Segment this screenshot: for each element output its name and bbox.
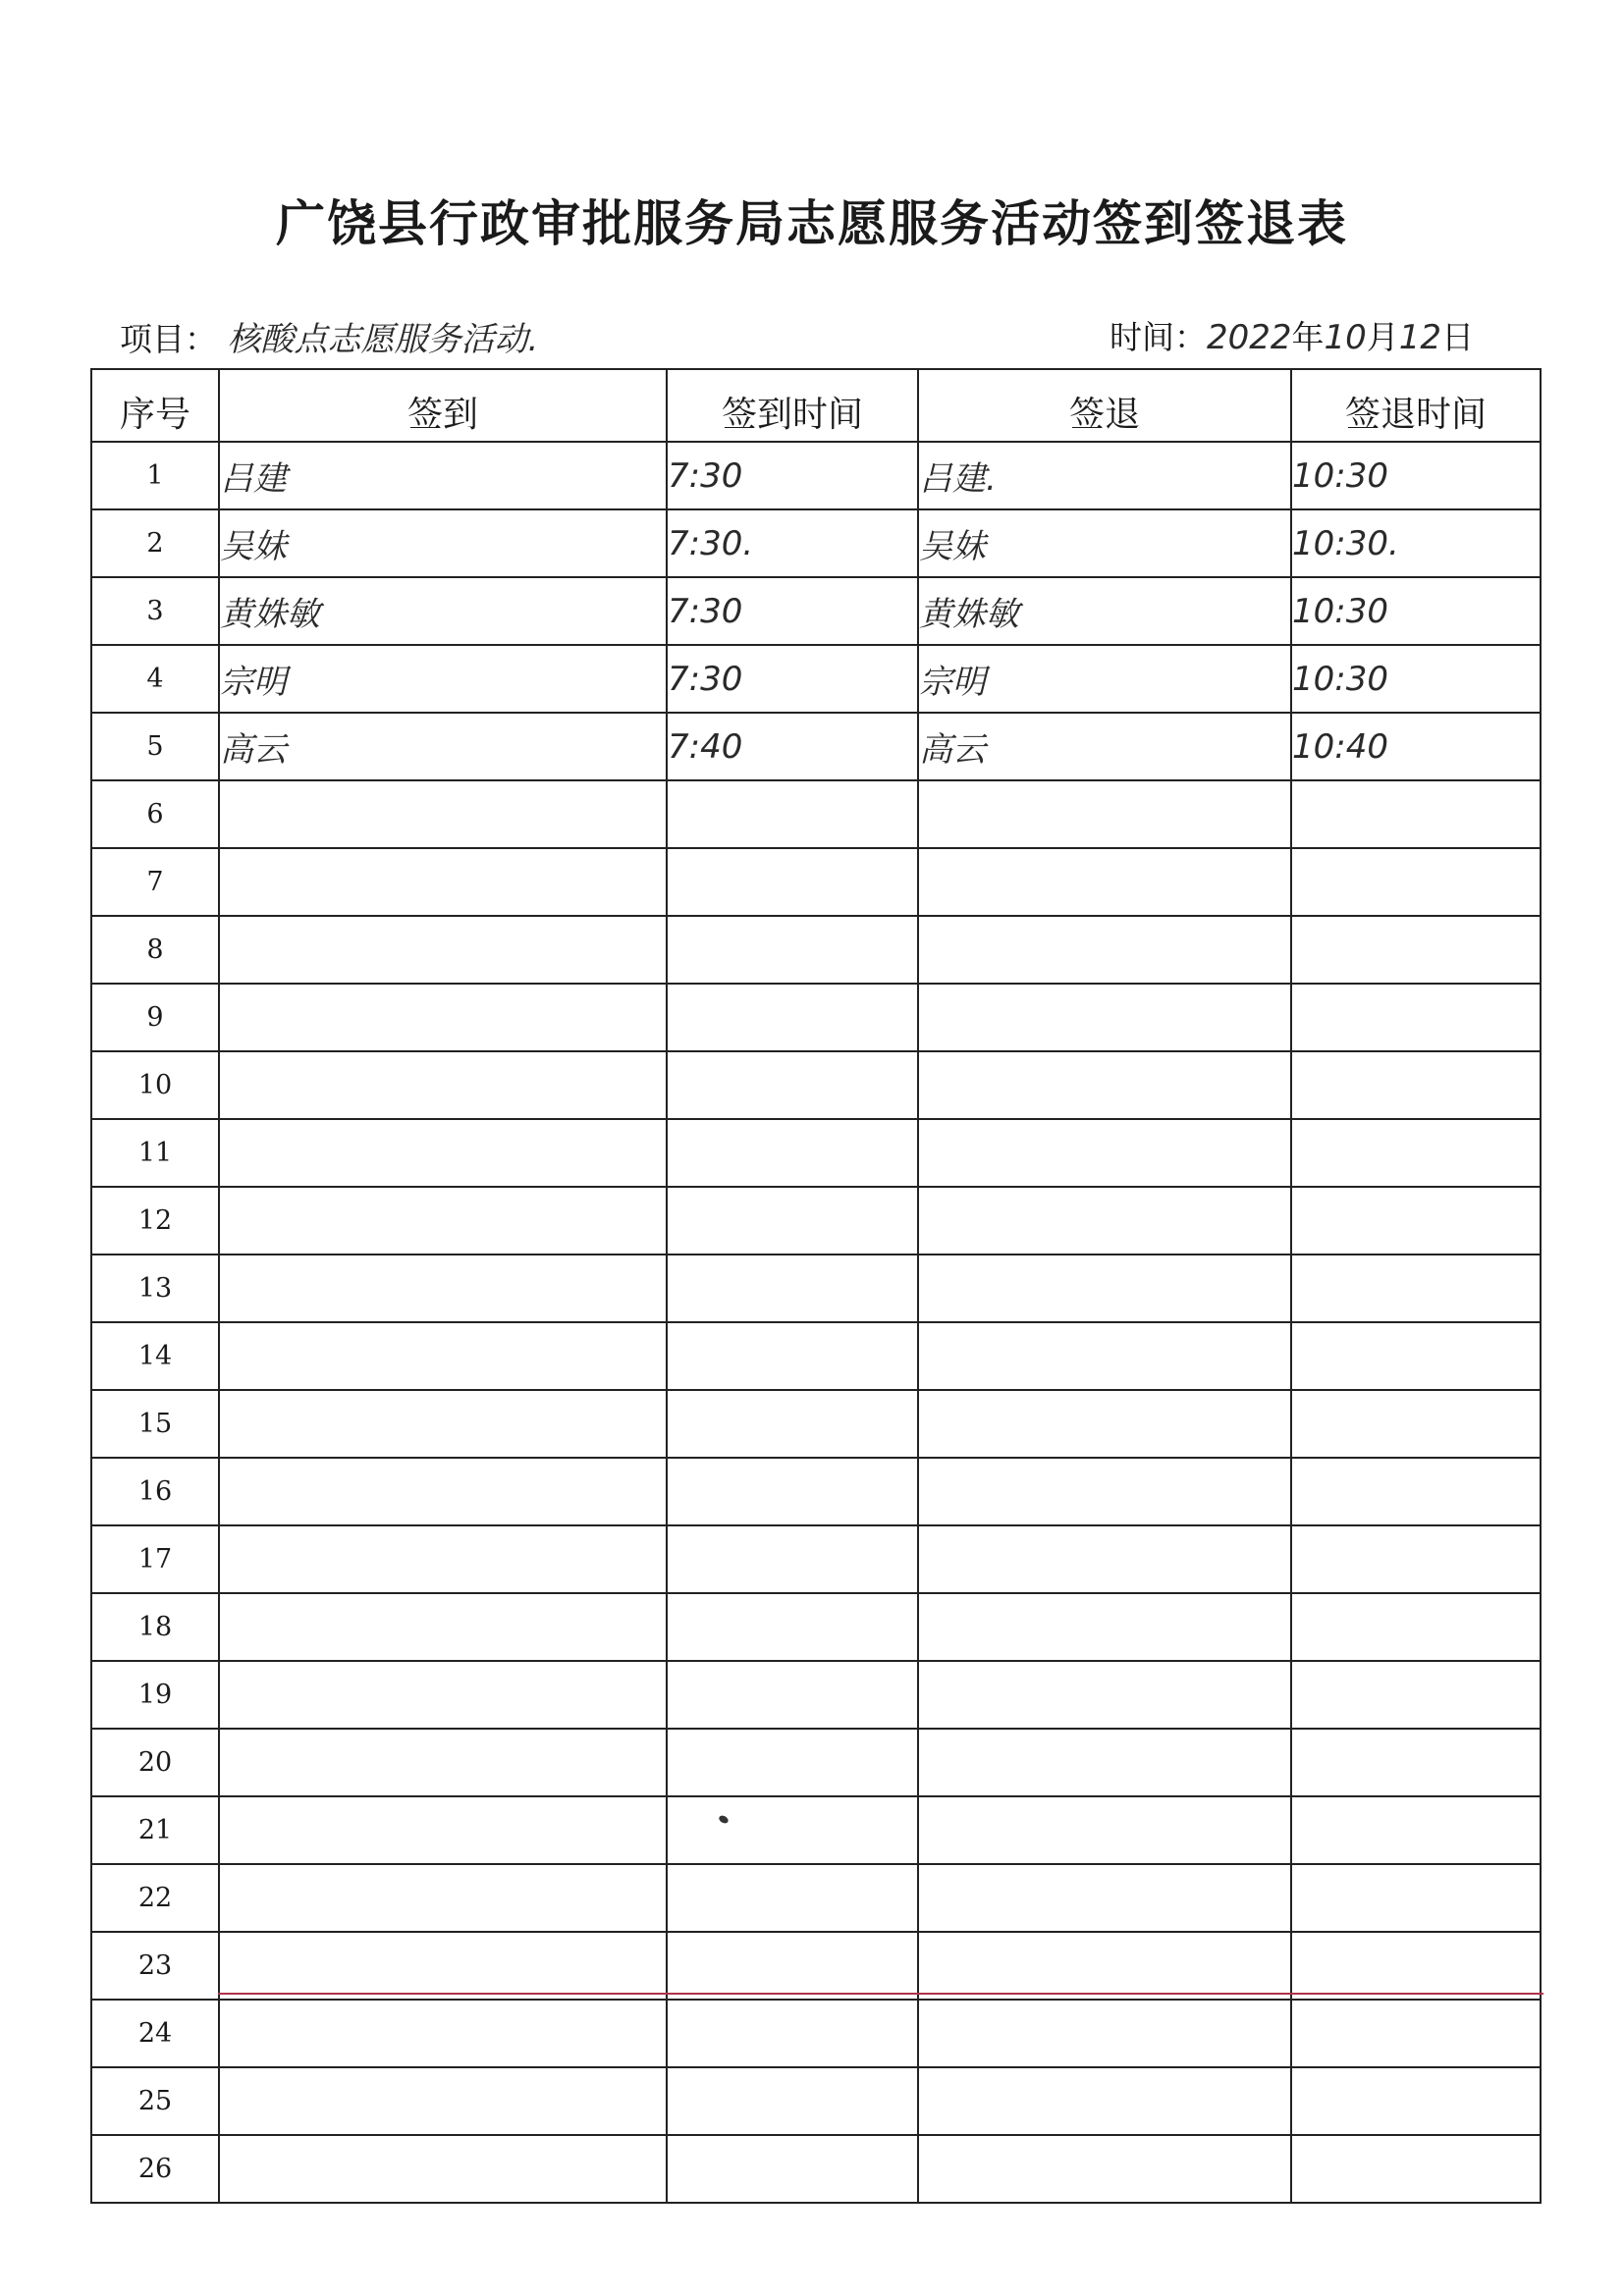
table-row	[91, 1729, 1541, 1796]
row-number	[91, 984, 219, 1051]
row-number	[91, 509, 219, 577]
table-row	[91, 916, 1541, 984]
date-year: 2022	[1207, 318, 1292, 357]
table-row	[91, 645, 1541, 713]
sign-in-signature-text: 吕建	[220, 459, 287, 499]
row-number-text: 1	[146, 460, 164, 491]
sign-in-signature	[219, 1932, 667, 2000]
sign-out-time	[1291, 984, 1541, 1051]
sign-in-signature	[219, 1729, 667, 1796]
date-label: 时间：	[1110, 318, 1207, 356]
sign-out-time	[1291, 1390, 1541, 1458]
sign-in-signature	[219, 2067, 667, 2135]
sign-in-signature	[219, 1661, 667, 1729]
row-number	[91, 780, 219, 848]
table-row	[91, 1458, 1541, 1525]
sign-in-time	[667, 1255, 918, 1322]
sign-out-time	[1291, 1796, 1541, 1864]
table-row	[91, 1525, 1541, 1593]
row-number-text: 15	[137, 1409, 173, 1439]
sign-out-signature	[918, 1119, 1291, 1187]
sign-out-time	[1291, 1525, 1541, 1593]
date-day-unit: 日	[1441, 318, 1475, 356]
sign-out-time-text: 10:30	[1292, 455, 1388, 496]
row-number-text: 20	[137, 1747, 173, 1778]
page-title: 广饶县行政审批服务局志愿服务活动签到签退表	[276, 195, 1348, 252]
sign-out-signature	[918, 645, 1291, 713]
sign-in-signature	[219, 713, 667, 780]
sign-in-time	[667, 848, 918, 916]
date-field	[1110, 312, 1474, 358]
row-number	[91, 645, 219, 713]
sign-out-time	[1291, 1458, 1541, 1525]
row-number-text: 3	[146, 596, 164, 626]
sign-in-time	[667, 1458, 918, 1525]
sign-in-time	[667, 1187, 918, 1255]
row-number	[91, 1593, 219, 1661]
sign-out-signature	[918, 1187, 1291, 1255]
table-row	[91, 713, 1541, 780]
table-row	[91, 1593, 1541, 1661]
table-row	[91, 848, 1541, 916]
sign-out-time	[1291, 1661, 1541, 1729]
row-number	[91, 916, 219, 984]
table-row	[91, 1255, 1541, 1322]
sign-in-time-text: 7:30	[668, 455, 743, 496]
sign-in-signature	[219, 1322, 667, 1390]
table-row	[91, 442, 1541, 509]
sign-out-time	[1291, 780, 1541, 848]
sign-in-signature-text: 吴妹	[220, 527, 287, 566]
sign-in-time	[667, 916, 918, 984]
ruled-line	[218, 1993, 1543, 1995]
row-number-text: 12	[137, 1205, 173, 1236]
sign-in-time	[667, 509, 918, 577]
date-month-unit: 月	[1366, 318, 1399, 356]
sign-out-time	[1291, 916, 1541, 984]
sign-out-signature	[918, 1458, 1291, 1525]
row-number-text: 25	[137, 2086, 173, 2116]
sign-out-time	[1291, 1593, 1541, 1661]
sign-in-signature	[219, 2135, 667, 2203]
row-number-text: 10	[137, 1070, 173, 1100]
sign-in-time	[667, 1322, 918, 1390]
table-row	[91, 509, 1541, 577]
sign-in-signature	[219, 1390, 667, 1458]
sign-out-signature-text: 吴妹	[919, 527, 986, 566]
sign-out-time	[1291, 509, 1541, 577]
sign-out-signature	[918, 916, 1291, 984]
sign-in-time	[667, 1525, 918, 1593]
sign-in-signature	[219, 848, 667, 916]
table-row	[91, 780, 1541, 848]
table-row	[91, 1322, 1541, 1390]
row-number	[91, 1458, 219, 1525]
table-row	[91, 577, 1541, 645]
sign-out-signature	[918, 1796, 1291, 1864]
sign-in-signature	[219, 1051, 667, 1119]
sign-out-signature	[918, 1661, 1291, 1729]
sign-out-signature	[918, 848, 1291, 916]
row-number	[91, 1322, 219, 1390]
sign-in-time-text: 7:30.	[668, 523, 754, 563]
sign-in-time	[667, 1390, 918, 1458]
table-header-row	[91, 369, 1541, 442]
sign-in-signature-text: 黄姝敏	[220, 595, 320, 634]
sign-in-signature	[219, 1119, 667, 1187]
sign-out-signature	[918, 509, 1291, 577]
row-number-text: 9	[146, 1002, 164, 1033]
row-number	[91, 577, 219, 645]
sign-out-time-text: 10:30	[1292, 659, 1388, 699]
sign-out-signature-text: 宗明	[919, 663, 986, 702]
sign-out-time	[1291, 1119, 1541, 1187]
project-value: 核酸点志愿服务活动.	[227, 320, 539, 359]
sign-out-signature-text: 黄姝敏	[919, 595, 1019, 634]
row-number	[91, 442, 219, 509]
row-number	[91, 848, 219, 916]
row-number	[91, 2067, 219, 2135]
row-number	[91, 1661, 219, 1729]
sign-out-signature	[918, 442, 1291, 509]
table-row	[91, 2000, 1541, 2067]
row-number-text: 13	[137, 1273, 173, 1304]
table-row	[91, 1796, 1541, 1864]
row-number-text: 7	[146, 867, 164, 897]
sign-in-signature	[219, 1255, 667, 1322]
sign-in-time	[667, 1729, 918, 1796]
row-number-text: 2	[146, 528, 164, 559]
sign-in-time	[667, 780, 918, 848]
sign-in-time	[667, 2135, 918, 2203]
row-number-text: 18	[137, 1612, 173, 1642]
sign-out-signature	[918, 1255, 1291, 1322]
sign-in-time	[667, 1796, 918, 1864]
sign-out-signature	[918, 713, 1291, 780]
row-number	[91, 1864, 219, 1932]
sign-in-time	[667, 645, 918, 713]
header-sign-in: 签到	[219, 369, 667, 442]
sign-out-signature	[918, 984, 1291, 1051]
sign-out-time	[1291, 577, 1541, 645]
row-number-text: 17	[137, 1544, 173, 1575]
sign-out-time	[1291, 1051, 1541, 1119]
table-row	[91, 1119, 1541, 1187]
date-day: 12	[1398, 318, 1442, 357]
row-number	[91, 1051, 219, 1119]
table-row	[91, 1932, 1541, 2000]
sign-out-signature	[918, 780, 1291, 848]
table-row	[91, 2135, 1541, 2203]
sign-in-signature	[219, 645, 667, 713]
sign-in-signature	[219, 916, 667, 984]
row-number-text: 14	[137, 1341, 173, 1371]
row-number	[91, 2135, 219, 2203]
sign-in-table	[90, 368, 1542, 2204]
header-seq: 序号	[91, 369, 219, 442]
row-number	[91, 1525, 219, 1593]
sign-in-time-text: 7:30	[668, 659, 743, 699]
sign-out-signature	[918, 1729, 1291, 1796]
header-sign-in-time: 签到时间	[667, 369, 918, 442]
row-number-text: 6	[146, 799, 164, 829]
sign-in-signature	[219, 984, 667, 1051]
row-number-text: 24	[137, 2018, 173, 2049]
sign-in-time	[667, 1593, 918, 1661]
sign-in-time	[667, 2000, 918, 2067]
sign-in-signature	[219, 1796, 667, 1864]
table-row	[91, 2067, 1541, 2135]
sign-out-signature	[918, 2000, 1291, 2067]
sign-in-signature	[219, 1525, 667, 1593]
sign-out-time	[1291, 1255, 1541, 1322]
row-number-text: 26	[137, 2154, 173, 2184]
date-month: 10	[1324, 318, 1367, 357]
sign-in-signature	[219, 442, 667, 509]
row-number	[91, 1255, 219, 1322]
table-row	[91, 1187, 1541, 1255]
sign-in-time	[667, 1864, 918, 1932]
sign-in-time	[667, 1051, 918, 1119]
table-row	[91, 1864, 1541, 1932]
sign-in-time	[667, 577, 918, 645]
sign-in-time-text: 7:30	[668, 591, 743, 631]
sign-in-time	[667, 442, 918, 509]
sign-in-time	[667, 1661, 918, 1729]
sign-out-time	[1291, 2067, 1541, 2135]
date-year-unit: 年	[1291, 318, 1325, 356]
row-number	[91, 1796, 219, 1864]
sign-out-time	[1291, 1322, 1541, 1390]
sign-in-time	[667, 1932, 918, 2000]
row-number	[91, 1119, 219, 1187]
sign-out-time	[1291, 1864, 1541, 1932]
sign-out-signature	[918, 1322, 1291, 1390]
row-number	[91, 1729, 219, 1796]
row-number	[91, 1932, 219, 2000]
row-number-text: 8	[146, 934, 164, 965]
sign-in-signature-text: 宗明	[220, 663, 287, 702]
header-sign-out-time: 签退时间	[1291, 369, 1541, 442]
sign-out-time-text: 10:40	[1292, 726, 1388, 767]
sign-out-time	[1291, 1729, 1541, 1796]
table-row	[91, 1661, 1541, 1729]
sign-in-signature-text: 高云	[220, 730, 287, 770]
sign-in-signature	[219, 1187, 667, 1255]
sign-out-time	[1291, 848, 1541, 916]
sign-out-time	[1291, 2000, 1541, 2067]
sign-in-time	[667, 2067, 918, 2135]
sign-out-signature	[918, 1051, 1291, 1119]
sign-out-time	[1291, 2135, 1541, 2203]
table-row	[91, 984, 1541, 1051]
project-label: 项目：	[120, 320, 217, 358]
sign-in-signature	[219, 509, 667, 577]
sign-in-time-text: 7:40	[668, 726, 743, 767]
sign-out-signature-text: 吕建.	[919, 459, 997, 499]
sign-out-time	[1291, 713, 1541, 780]
row-number-text: 16	[137, 1476, 173, 1507]
row-number-text: 23	[137, 1950, 173, 1981]
sign-out-time-text: 10:30.	[1292, 523, 1399, 563]
table-row	[91, 1390, 1541, 1458]
sign-out-signature	[918, 2067, 1291, 2135]
sign-out-time	[1291, 442, 1541, 509]
row-number	[91, 1390, 219, 1458]
sign-out-signature	[918, 2135, 1291, 2203]
sign-out-signature-text: 高云	[919, 730, 986, 770]
sign-in-signature	[219, 577, 667, 645]
row-number-text: 19	[137, 1680, 173, 1710]
sign-in-time	[667, 984, 918, 1051]
row-number	[91, 1187, 219, 1255]
sign-out-signature	[918, 1593, 1291, 1661]
row-number	[91, 2000, 219, 2067]
sign-out-signature	[918, 1932, 1291, 2000]
sign-out-time	[1291, 1187, 1541, 1255]
row-number	[91, 713, 219, 780]
header-sign-out: 签退	[918, 369, 1291, 442]
project-field	[120, 312, 538, 360]
sign-in-signature	[219, 1458, 667, 1525]
row-number-text: 22	[137, 1883, 173, 1913]
sign-out-time	[1291, 1932, 1541, 2000]
row-number-text: 21	[137, 1815, 173, 1845]
sign-in-signature	[219, 780, 667, 848]
row-number-text: 11	[137, 1138, 173, 1168]
sign-out-signature	[918, 1864, 1291, 1932]
row-number-text: 4	[146, 664, 164, 694]
sign-out-time-text: 10:30	[1292, 591, 1388, 631]
sign-out-signature	[918, 577, 1291, 645]
sign-in-signature	[219, 2000, 667, 2067]
table-row	[91, 1051, 1541, 1119]
sign-in-time	[667, 1119, 918, 1187]
sign-out-signature	[918, 1390, 1291, 1458]
sign-out-time	[1291, 645, 1541, 713]
sign-in-signature	[219, 1593, 667, 1661]
sign-out-signature	[918, 1525, 1291, 1593]
sign-in-signature	[219, 1864, 667, 1932]
sign-in-time	[667, 713, 918, 780]
row-number-text: 5	[146, 731, 164, 762]
